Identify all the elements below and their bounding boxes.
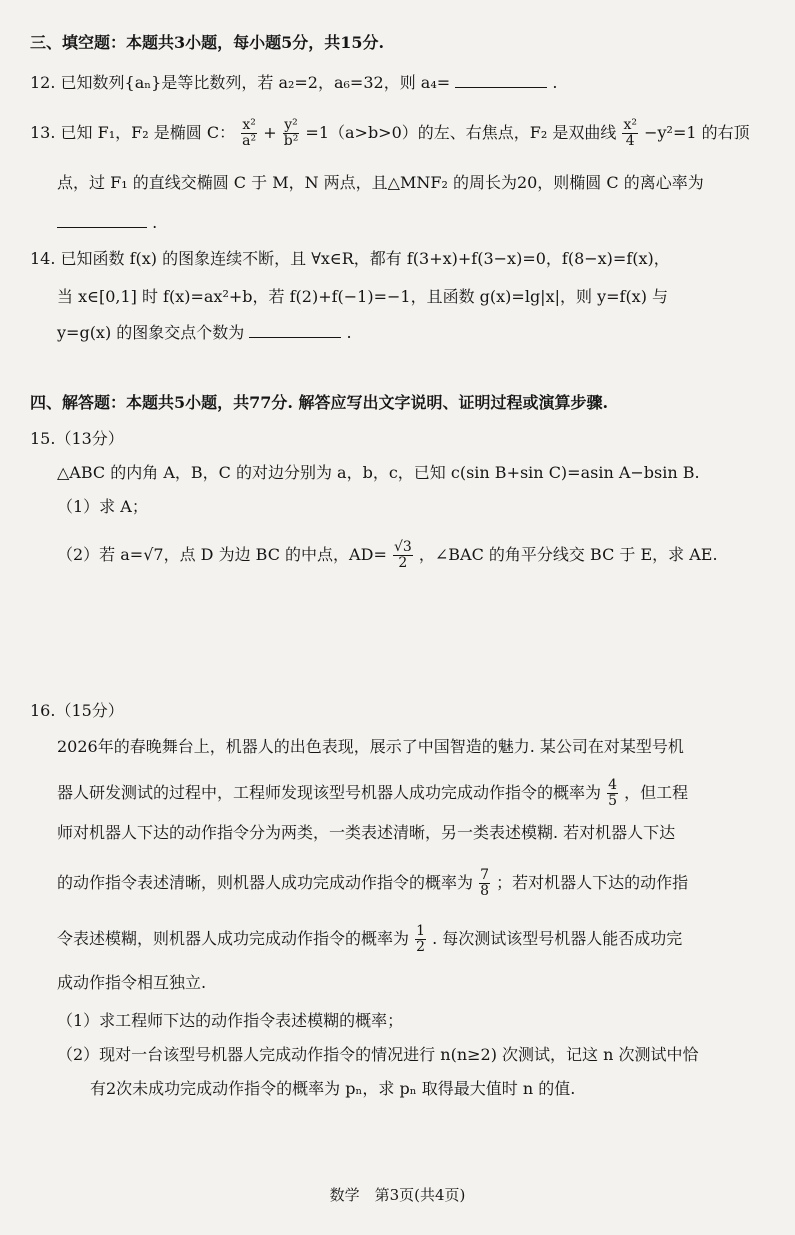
question-13-line1 (30, 118, 750, 149)
question-13-line2: 点，过 F₁ 的直线交椭圆 C 于 M，N 两点，且△MNF₂ 的周长为20，则椭圆 C 的离心率为 (57, 173, 704, 192)
q15-sub2-part2: ，∠BAC 的角平分线交 BC 于 E，求 AE. (418, 545, 718, 564)
section4-heading: 四、解答题：本题共5小题，共77分. 解答应写出文字说明、证明过程或演算步骤. (30, 393, 609, 412)
page-footer: 数学 第3页(共4页) (329, 1186, 466, 1204)
q12-text: 12. 已知数列{aₙ}是等比数列，若 a₂=2，a₆=32，则 a₄= (30, 73, 451, 92)
q16-line4-part1: 的动作指令表述清晰，则机器人成功完成动作指令的概率为 (57, 873, 474, 892)
q16-sub1: （1）求工程师下达的动作指令表述模糊的概率； (57, 1011, 404, 1030)
q13-end: . (152, 213, 158, 232)
question-13-line3 (57, 212, 157, 234)
q15-sub2 (57, 540, 718, 571)
q16-line3: 师对机器人下达的动作指令分为两类，一类表述清晰，另一类表述模糊. 若对机器人下达 (57, 823, 676, 842)
q16-line5-part1: 令表述模糊，则机器人成功完成动作指令的概率为 (57, 929, 410, 948)
q15-sub1: （1）求 A； (57, 497, 148, 516)
q16-prob-7-8: $\frac{7}{8}$ (480, 867, 490, 899)
q15-title: 15.（13分） (30, 429, 124, 448)
q16-line4 (57, 868, 688, 899)
q14-line3-text: y=g(x) 的图象交点个数为 (57, 323, 245, 342)
q13-ellipse-x-fraction: $\frac{\text{x²}}{\text{a²}}$ (242, 117, 257, 149)
q16-line5-part2: . 每次测试该型号机器人能否成功完 (432, 929, 683, 948)
q16-line2-part1: 器人研发测试的过程中，工程师发现该型号机器人成功完成动作指令的概率为 (57, 783, 602, 802)
q12-answer-blank (455, 72, 547, 88)
q16-prob-1-2: $\frac{1}{2}$ (416, 923, 426, 955)
q13-part2: =1（a>b>0）的左、右焦点，F₂ 是双曲线 (305, 123, 617, 142)
q12-end: . (552, 73, 558, 92)
q13-answer-blank (57, 212, 147, 228)
q16-sub2-line1: （2）现对一台该型号机器人完成动作指令的情况进行 n(n≥2) 次测试，记这 n 次测试中恰 (57, 1045, 699, 1064)
q13-hyperbola-fraction: $\frac{\text{x²}}{4}$ (623, 117, 637, 149)
q13-part3: −y²=1 的右顶 (644, 123, 750, 142)
q16-line4-part2: ；若对机器人下达的动作指 (496, 873, 689, 892)
q16-title: 16.（15分） (30, 701, 124, 720)
q15-ad-fraction: $\frac{√3}{2}$ (393, 539, 412, 571)
q15-stem: △ABC 的内角 A，B，C 的对边分别为 a，b，c，已知 c(sin B+sin C)=asin A−bsin B. (57, 463, 700, 482)
q16-line2-part2: ，但工程 (624, 783, 689, 802)
q13-ellipse-y-fraction: $\frac{\text{y²}}{\text{b²}}$ (283, 117, 299, 149)
q15-sub2-part1: （2）若 a=√7，点 D 为边 BC 的中点，AD= (57, 545, 387, 564)
question-14-line2: 当 x∈[0,1] 时 f(x)=ax²+b，若 f(2)+f(−1)=−1，且函数 g(x)=lg|x|，则 y=f(x) 与 (57, 287, 669, 306)
q16-line2 (57, 778, 688, 809)
section3-heading: 三、填空题：本题共3小题，每小题5分，共15分. (30, 33, 385, 52)
q16-line1: 2026年的春晚舞台上，机器人的出色表现，展示了中国智造的魅力. 某公司在对某型号机 (57, 737, 684, 756)
q16-prob-4-5: $\frac{4}{5}$ (608, 777, 618, 809)
question-12 (30, 72, 557, 94)
q14-answer-blank (249, 322, 341, 338)
question-14-line1: 14. 已知函数 f(x) 的图象连续不断，且 ∀x∈R，都有 f(3+x)+f(3−x)=0，f(8−x)=f(x)， (30, 249, 670, 268)
q16-line6: 成动作指令相互独立. (57, 973, 207, 992)
q13-plus: + (263, 123, 277, 142)
q14-end: . (346, 323, 352, 342)
q13-part1: 13. 已知 F₁，F₂ 是椭圆 C： (30, 123, 236, 142)
question-14-line3 (57, 322, 352, 344)
q16-line5 (57, 924, 682, 955)
q16-sub2-line2: 有2次未成功完成动作指令的概率为 pₙ，求 pₙ 取得最大值时 n 的值. (90, 1079, 576, 1098)
